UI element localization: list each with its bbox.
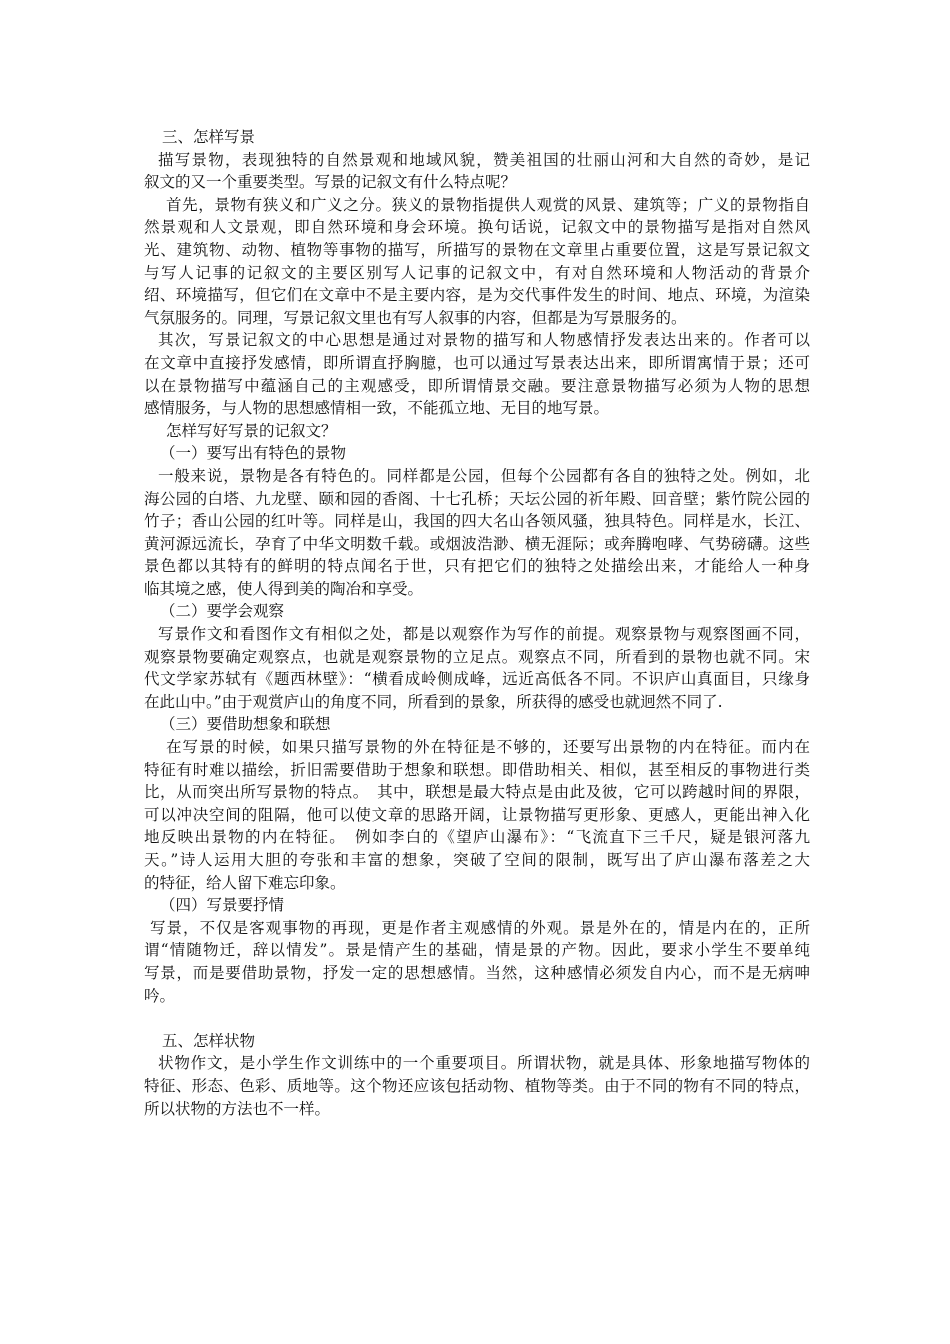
section-heading: 三、怎样写景 xyxy=(162,128,256,146)
section-heading: 五、怎样状物 xyxy=(162,1031,256,1050)
subheading: （四）写景要抒情 xyxy=(160,896,285,915)
paragraph-line: 的特征，给人留下难忘印象。 xyxy=(144,873,346,892)
subheading: （一）要写出有特色的景物 xyxy=(160,444,347,463)
paragraph-line: 叙文的又一个重要类型。写景的记叙文有什么特点呢？ xyxy=(144,173,517,192)
paragraph-line: 绍、环境描写，但它们在文章中不是主要内容，是为交代事件发生的时间、地点、环境，为渲染 xyxy=(144,286,810,305)
paragraph-line: 首先，景物有狭义和广义之分。狭义的景物指提供人观赏的风景、建筑等；广义的景物指自 xyxy=(166,195,810,214)
paragraph-line: 然景观和人文景观，即自然环境和身会环境。换句话说，记叙文中的景物描写是指对自然风 xyxy=(144,218,810,237)
paragraph-line: 观察景物要确定观察点，也就是观察景物的立足点。观察点不同，所看到的景物也就不同。宋 xyxy=(144,647,810,666)
paragraph-line: 状物作文，是小学生作文训练中的一个重要项目。所谓状物，就是具体、形象地描写物体的 xyxy=(158,1054,810,1073)
paragraph-line: 地反映出景物的内在特征。 例如李白的《望庐山瀑布》：“飞流直下三千尺，疑是银河落九 xyxy=(144,828,810,847)
subheading: （三）要借助想象和联想 xyxy=(160,715,331,734)
subheading: （二）要学会观察 xyxy=(160,602,285,621)
paragraph-line: 与写人记事的记叙文的主要区别写人记事的记叙文中，有对自然环境和人物活动的背景介 xyxy=(144,263,810,282)
paragraph-line: 描写景物，表现独特的自然景观和地域风貌，赞美祖国的壮丽山河和大自然的奇妙，是记 xyxy=(158,150,810,169)
subheading: 怎样写好写景的记叙文？ xyxy=(166,421,337,440)
paragraph-line: 谓“情随物迁，辞以情发”。景是情产生的基础，情是景的产物。因此，要求小学生不要单纯 xyxy=(144,941,810,960)
paragraph-line: 临其境之感，使人得到美的陶冶和享受。 xyxy=(144,579,424,598)
paragraph-line: 在写景的时候，如果只描写景物的外在特征是不够的，还要写出景物的内在特征。而内在 xyxy=(166,738,810,757)
paragraph-line: 比，从而突出所写景物的特点。 其中，联想是最大特点是由此及彼，它可以跨越时间的界限， xyxy=(144,783,810,802)
paragraph-line: 写景作文和看图作文有相似之处，都是以观察作为写作的前提。观察景物与观察图画不同， xyxy=(158,625,810,644)
paragraph-line: 光、建筑物、动物、植物等事物的描写，所描写的景物在文章里占重要位置，这是写景记叙文 xyxy=(144,240,810,259)
document-page xyxy=(144,126,810,1120)
paragraph-line: 一般来说，景物是各有特色的。同样都是公园，但每个公园都有各自的独特之处。例如，北 xyxy=(158,466,810,485)
paragraph-line: 代文学家苏轼有《题西林壁》：“横看成岭侧成峰，远近高低各不同。不识庐山真面目，只缘身 xyxy=(144,670,810,689)
paragraph-line: 其次，写景记叙文的中心思想是通过对景物的描写和人物感情抒发表达出来的。作者可以 xyxy=(158,331,810,350)
paragraph-line: 特征有时难以描绘，折旧需要借助于想象和联想。即借助相关、相似，甚至相反的事物进行类 xyxy=(144,760,810,779)
paragraph-line: 所以状物的方法也不一样。 xyxy=(144,1099,331,1118)
paragraph-line: 感情服务，与人物的思想感情相一致，不能孤立地、无目的地写景。 xyxy=(144,399,610,418)
paragraph-line: 气氛服务的。同理，写景记叙文里也有写人叙事的内容，但都是为写景服务的。 xyxy=(144,308,687,327)
paragraph-line: 吟。 xyxy=(144,986,176,1005)
paragraph-line: 可以冲决空间的阻隔，他可以使文章的思路开阔，让景物描写更形象、更感人，更能出神入化 xyxy=(144,805,810,824)
paragraph-line: 写景，不仅是客观事物的再现，更是作者主观感情的外观。景是外在的，情是内在的，正所 xyxy=(150,918,810,937)
blank-line xyxy=(144,1007,810,1030)
paragraph-line: 在文章中直接抒发感情，即所谓直抒胸臆，也可以通过写景表达出来，即所谓寓情于景；还可 xyxy=(144,353,810,372)
paragraph-line: 景色都以其特有的鲜明的特点闻名于世，只有把它们的独特之处描绘出来，才能给人一种身 xyxy=(144,557,810,576)
paragraph-line: 竹子；香山公园的红叶等。同样是山，我国的四大名山各领风骚，独具特色。同样是水，长江、 xyxy=(144,512,810,531)
paragraph-line: 天。”诗人运用大胆的夸张和丰富的想象，突破了空间的限制，既写出了庐山瀑布落差之大 xyxy=(144,851,810,869)
paragraph-line: 以在景物描写中蕴涵自己的主观感受，即所谓情景交融。要注意景物描写必须为人物的思想 xyxy=(144,376,810,395)
paragraph-line: 特征、形态、色彩、质地等。这个物还应该包括动物、植物等类。由于不同的物有不同的特点， xyxy=(144,1076,810,1095)
paragraph-line: 海公园的白塔、九龙壁、颐和园的香阁、十七孔桥；天坛公园的祈年殿、回音壁；紫竹院公园的 xyxy=(144,489,810,508)
paragraph-line: 写景，而是要借助景物，抒发一定的思想感情。当然，这种感情必须发自内心，而不是无病呻 xyxy=(144,963,810,982)
paragraph-line: 在此山中。”由于观赏庐山的角度不同，所看到的景象，所获得的感受也就迥然不同了. xyxy=(144,692,723,711)
paragraph-line: 黄河源远流长，孕育了中华文明数千载。或烟波浩渺、横无涯际；或奔腾咆哮、气势磅礴。这些 xyxy=(144,534,810,553)
